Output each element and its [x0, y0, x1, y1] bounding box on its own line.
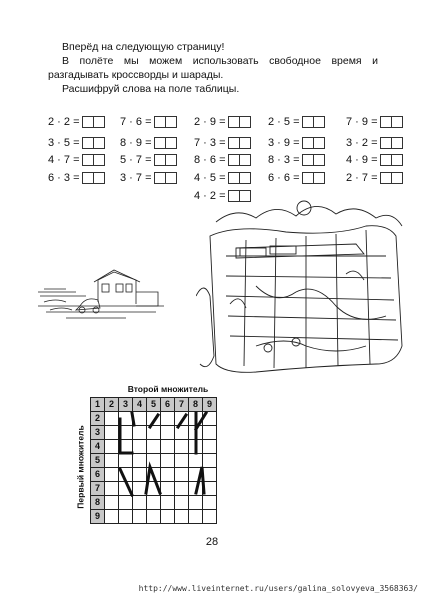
grid-cell	[175, 482, 189, 496]
answer-box[interactable]	[391, 116, 403, 128]
exercise-expression: 8 · 3 =	[268, 154, 300, 167]
grid-cell	[105, 454, 119, 468]
exercise-expression: 2 · 7 =	[346, 172, 378, 185]
row-header: 8	[91, 496, 105, 510]
grid-cell	[147, 482, 161, 496]
grid-cell	[175, 468, 189, 482]
grid-cell	[119, 412, 133, 426]
exercise-expression: 6 · 6 =	[268, 172, 300, 185]
exercise-expression: 2 · 9 =	[194, 116, 226, 129]
grid-cell	[189, 426, 203, 440]
grid-cell	[105, 426, 119, 440]
answer-box[interactable]	[239, 172, 251, 184]
exercise-item	[268, 171, 324, 185]
grid-cell	[147, 454, 161, 468]
column-header: 8	[189, 398, 203, 412]
answer-box[interactable]	[165, 137, 177, 149]
answer-box[interactable]	[93, 172, 105, 184]
intro-line-3: Расшифруй слова на поле таблицы.	[62, 83, 240, 95]
exercise-item	[268, 115, 324, 129]
grid-cell	[175, 496, 189, 510]
grid-cell	[175, 454, 189, 468]
intro-line-2: В полёте мы можем использовать свободное время и разгадывать кроссворды и шарады.	[48, 55, 378, 81]
exercise-expression: 2 · 5 =	[268, 116, 300, 129]
exercise-expression: 8 · 9 =	[120, 137, 152, 150]
answer-box[interactable]	[391, 154, 403, 166]
exercise-item	[346, 115, 402, 129]
answer-box[interactable]	[391, 172, 403, 184]
grid-cell	[133, 454, 147, 468]
exercise-item	[194, 171, 250, 185]
exercise-expression: 6 · 3 =	[48, 172, 80, 185]
grid-cell	[175, 412, 189, 426]
grid-cell	[105, 510, 119, 524]
row-header: 6	[91, 468, 105, 482]
grid-cell	[189, 440, 203, 454]
exercise-item	[268, 136, 324, 150]
grid-cell	[105, 482, 119, 496]
answer-box[interactable]	[93, 154, 105, 166]
answer-box[interactable]	[239, 137, 251, 149]
row-header: 2	[91, 412, 105, 426]
grid-cell	[175, 426, 189, 440]
exercise-item	[48, 171, 104, 185]
grid-cell	[105, 412, 119, 426]
exercise-item	[48, 136, 104, 150]
grid-cell	[189, 412, 203, 426]
row-header: 3	[91, 426, 105, 440]
grid-cell	[119, 468, 133, 482]
exercise-item	[194, 153, 250, 167]
grid-cell	[189, 482, 203, 496]
grid-cell	[147, 468, 161, 482]
grid-cell	[119, 454, 133, 468]
grid-cell	[119, 426, 133, 440]
grid-cell	[147, 426, 161, 440]
grid-cell	[105, 440, 119, 454]
column-header: 1	[91, 398, 105, 412]
answer-box[interactable]	[313, 172, 325, 184]
grid-cell	[189, 496, 203, 510]
grid-cell	[147, 440, 161, 454]
exercise-item	[346, 136, 402, 150]
grid-cell	[203, 496, 217, 510]
column-header: 9	[203, 398, 217, 412]
footer-url: http://www.liveinternet.ru/users/galina_solovyeva_3568363/	[138, 584, 418, 593]
exercise-item	[120, 171, 176, 185]
answer-box[interactable]	[313, 154, 325, 166]
answer-box[interactable]	[313, 116, 325, 128]
grid-cell	[161, 454, 175, 468]
grid-cell	[189, 510, 203, 524]
exercise-expression: 8 · 6 =	[194, 154, 226, 167]
exercise-expression: 4 · 9 =	[346, 154, 378, 167]
column-header: 2	[105, 398, 119, 412]
grid-cell	[189, 454, 203, 468]
exercise-item	[346, 171, 402, 185]
grid-cell	[133, 468, 147, 482]
exercise-item	[346, 153, 402, 167]
grid-cell	[203, 440, 217, 454]
grid-cell	[203, 412, 217, 426]
column-header: 4	[133, 398, 147, 412]
grid-cell	[161, 440, 175, 454]
exercise-item	[48, 153, 104, 167]
grid-cell	[133, 426, 147, 440]
grid-cell	[105, 468, 119, 482]
row-header: 5	[91, 454, 105, 468]
column-header: 6	[161, 398, 175, 412]
exercise-expression: 7 · 9 =	[346, 116, 378, 129]
answer-box[interactable]	[165, 116, 177, 128]
grid-cell	[133, 482, 147, 496]
grid-cell	[147, 496, 161, 510]
exercise-expression: 3 · 2 =	[346, 137, 378, 150]
column-header: 3	[119, 398, 133, 412]
answer-box[interactable]	[239, 154, 251, 166]
grid-cell	[147, 412, 161, 426]
exercise-item	[48, 115, 104, 129]
answer-box[interactable]	[165, 154, 177, 166]
grid-cell	[119, 496, 133, 510]
grid-cell	[203, 454, 217, 468]
grid-cell	[133, 496, 147, 510]
grid-cell	[175, 440, 189, 454]
grid-cell	[189, 468, 203, 482]
grid-cell	[119, 482, 133, 496]
column-header: 5	[147, 398, 161, 412]
grid-cell	[133, 440, 147, 454]
grid-cell	[133, 412, 147, 426]
intro-line-1: Вперёд на следующую страницу!	[62, 41, 225, 53]
grid-cell	[161, 426, 175, 440]
exercise-expression: 3 · 9 =	[268, 137, 300, 150]
grid-cell	[203, 482, 217, 496]
grid-cell	[105, 496, 119, 510]
grid-cell	[147, 510, 161, 524]
grid-cell	[203, 510, 217, 524]
grid-cell	[203, 426, 217, 440]
exercise-expression: 7 · 6 =	[120, 116, 152, 129]
grid-cell	[161, 412, 175, 426]
exercise-item	[268, 153, 324, 167]
exercise-expression: 3 · 5 =	[48, 137, 80, 150]
house-illustration	[36, 262, 166, 322]
grid-cell	[203, 468, 217, 482]
exercise-item	[194, 136, 250, 150]
exercise-expression: 3 · 7 =	[120, 172, 152, 185]
page-number: 28	[205, 536, 219, 548]
table-side-label: Первый множитель	[76, 425, 86, 509]
grid-cell	[161, 482, 175, 496]
row-header: 4	[91, 440, 105, 454]
grid-cell	[119, 510, 133, 524]
answer-box[interactable]	[165, 172, 177, 184]
exercise-expression: 7 · 3 =	[194, 137, 226, 150]
grid-cell	[161, 468, 175, 482]
multiplication-grid	[90, 397, 217, 524]
exercise-expression: 5 · 7 =	[120, 154, 152, 167]
exercise-expression: 4 · 2 =	[194, 190, 226, 203]
grid-cell	[133, 510, 147, 524]
row-header: 7	[91, 482, 105, 496]
answer-box[interactable]	[93, 116, 105, 128]
answer-box[interactable]	[313, 137, 325, 149]
exercise-expression: 4 · 7 =	[48, 154, 80, 167]
grid-cell	[119, 440, 133, 454]
row-header: 9	[91, 510, 105, 524]
answer-box[interactable]	[391, 137, 403, 149]
exercise-item	[120, 153, 176, 167]
answer-box[interactable]	[93, 137, 105, 149]
grid-cell	[161, 510, 175, 524]
answer-box[interactable]	[239, 116, 251, 128]
exercise-expression: 4 · 5 =	[194, 172, 226, 185]
grid-cell	[161, 496, 175, 510]
exercise-expression: 2 · 2 =	[48, 116, 80, 129]
intro-text	[48, 40, 378, 96]
exercise-item	[120, 136, 176, 150]
exercise-item	[120, 115, 176, 129]
map-illustration	[196, 196, 410, 380]
exercise-item	[194, 115, 250, 129]
column-header: 7	[175, 398, 189, 412]
table-top-label: Второй множитель	[127, 384, 209, 394]
grid-cell	[175, 510, 189, 524]
